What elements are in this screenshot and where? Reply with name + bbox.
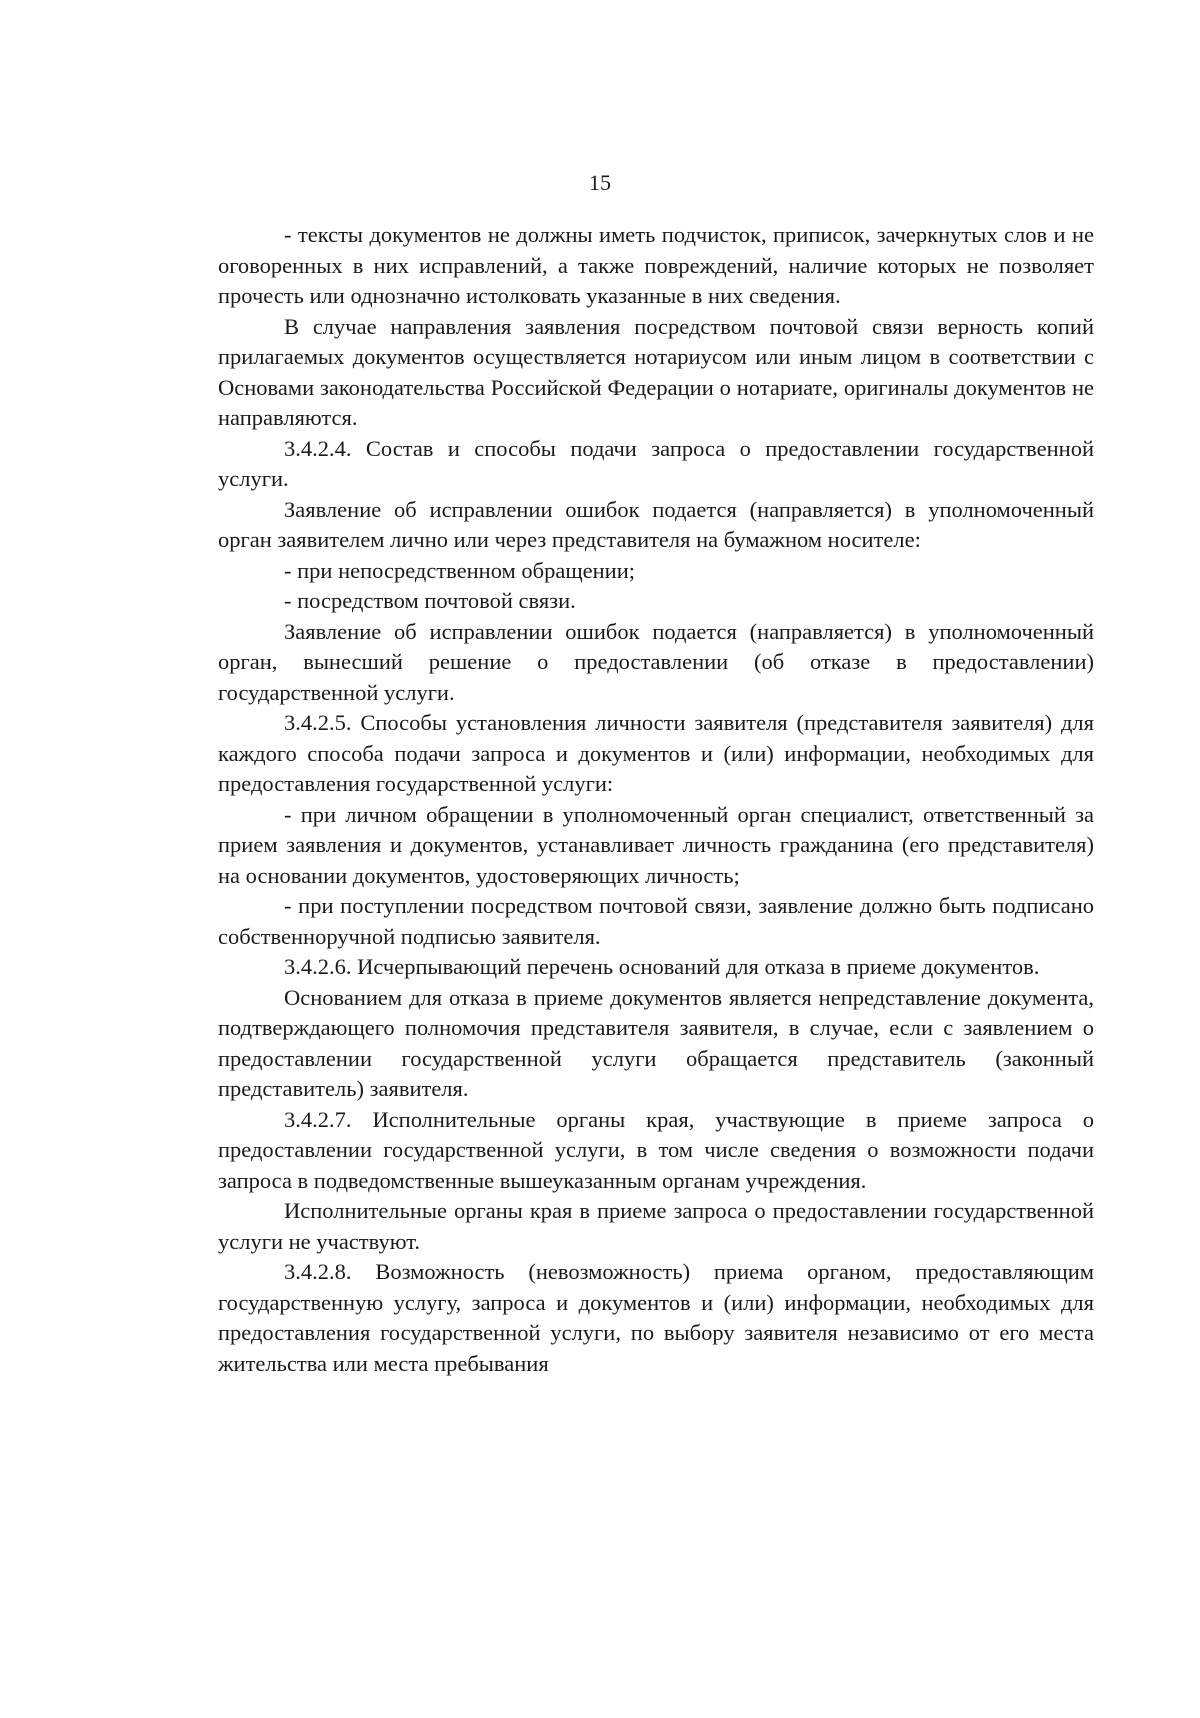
paragraph: Основанием для отказа в приеме документов является непредставление документа, подтверждающего полномочия представителя заявителя, в случае, если с заявлением о предоставлении государственной услуги обращается представитель (законный представитель) заявителя. bbox=[218, 984, 1094, 1101]
document-body bbox=[218, 220, 1094, 1379]
paragraph: Заявление об исправлении ошибок подается (направляется) в уполномоченный орган, вынесший решение о предоставлении (об отказе в предоставлении) государственной услуги. bbox=[218, 618, 1094, 705]
paragraph: - при непосредственном обращении; bbox=[284, 557, 636, 583]
paragraph: - посредством почтовой связи. bbox=[284, 588, 576, 613]
paragraph: 3.4.2.8. Возможность (невозможность) приема органом, предоставляющим государственную услугу, запроса и документов и (или) информации, необходимых для предоставления государственной услуги, по выбору заявителя независимо от его места жительства или места пребывания bbox=[218, 1259, 1094, 1376]
paragraph: 3.4.2.7. Исполнительные органы края, участвующие в приеме запроса о предоставлении государственной услуги, в том числе сведения о возможности подачи запроса в подведомственные вышеуказанным органам учреждения. bbox=[218, 1106, 1094, 1193]
paragraph: 3.4.2.6. Исчерпывающий перечень оснований для отказа в приеме документов. bbox=[284, 954, 1040, 979]
paragraph: - тексты документов не должны иметь подчисток, приписок, зачеркнутых слов и не оговоренных в них исправлений, а также повреждений, наличие которых не позволяет прочесть или однозначно истолковать указанные в них сведения. bbox=[218, 222, 1094, 308]
paragraph: Заявление об исправлении ошибок подается (направляется) в уполномоченный орган заявителем лично или через представителя на бумажном носителе: bbox=[218, 496, 1094, 552]
paragraph: Исполнительные органы края в приеме запроса о предоставлении государственной услуги не участвуют. bbox=[218, 1198, 1094, 1254]
page-number: 15 bbox=[589, 170, 611, 195]
paragraph: - при личном обращении в уполномоченный орган специалист, ответственный за прием заявления и документов, устанавливает личность гражданина (его представителя) на основании документов, удостоверяющих личность; bbox=[218, 801, 1094, 888]
paragraph: - при поступлении посредством почтовой связи, заявление должно быть подписано собственноручной подписью заявителя. bbox=[218, 893, 1094, 949]
paragraph: В случае направления заявления посредством почтовой связи верность копий прилагаемых документов осуществляется нотариусом или иным лицом в соответствии с Основами законодательства Российской Федерации о нотариате, оригиналы документов не направляются. bbox=[218, 313, 1094, 430]
paragraph: 3.4.2.4. Состав и способы подачи запроса о предоставлении государственной услуги. bbox=[218, 435, 1094, 491]
paragraph: 3.4.2.5. Способы установления личности заявителя (представителя заявителя) для каждого способа подачи запроса и документов и (или) информации, необходимых для предоставления государственной услуги: bbox=[218, 710, 1094, 796]
